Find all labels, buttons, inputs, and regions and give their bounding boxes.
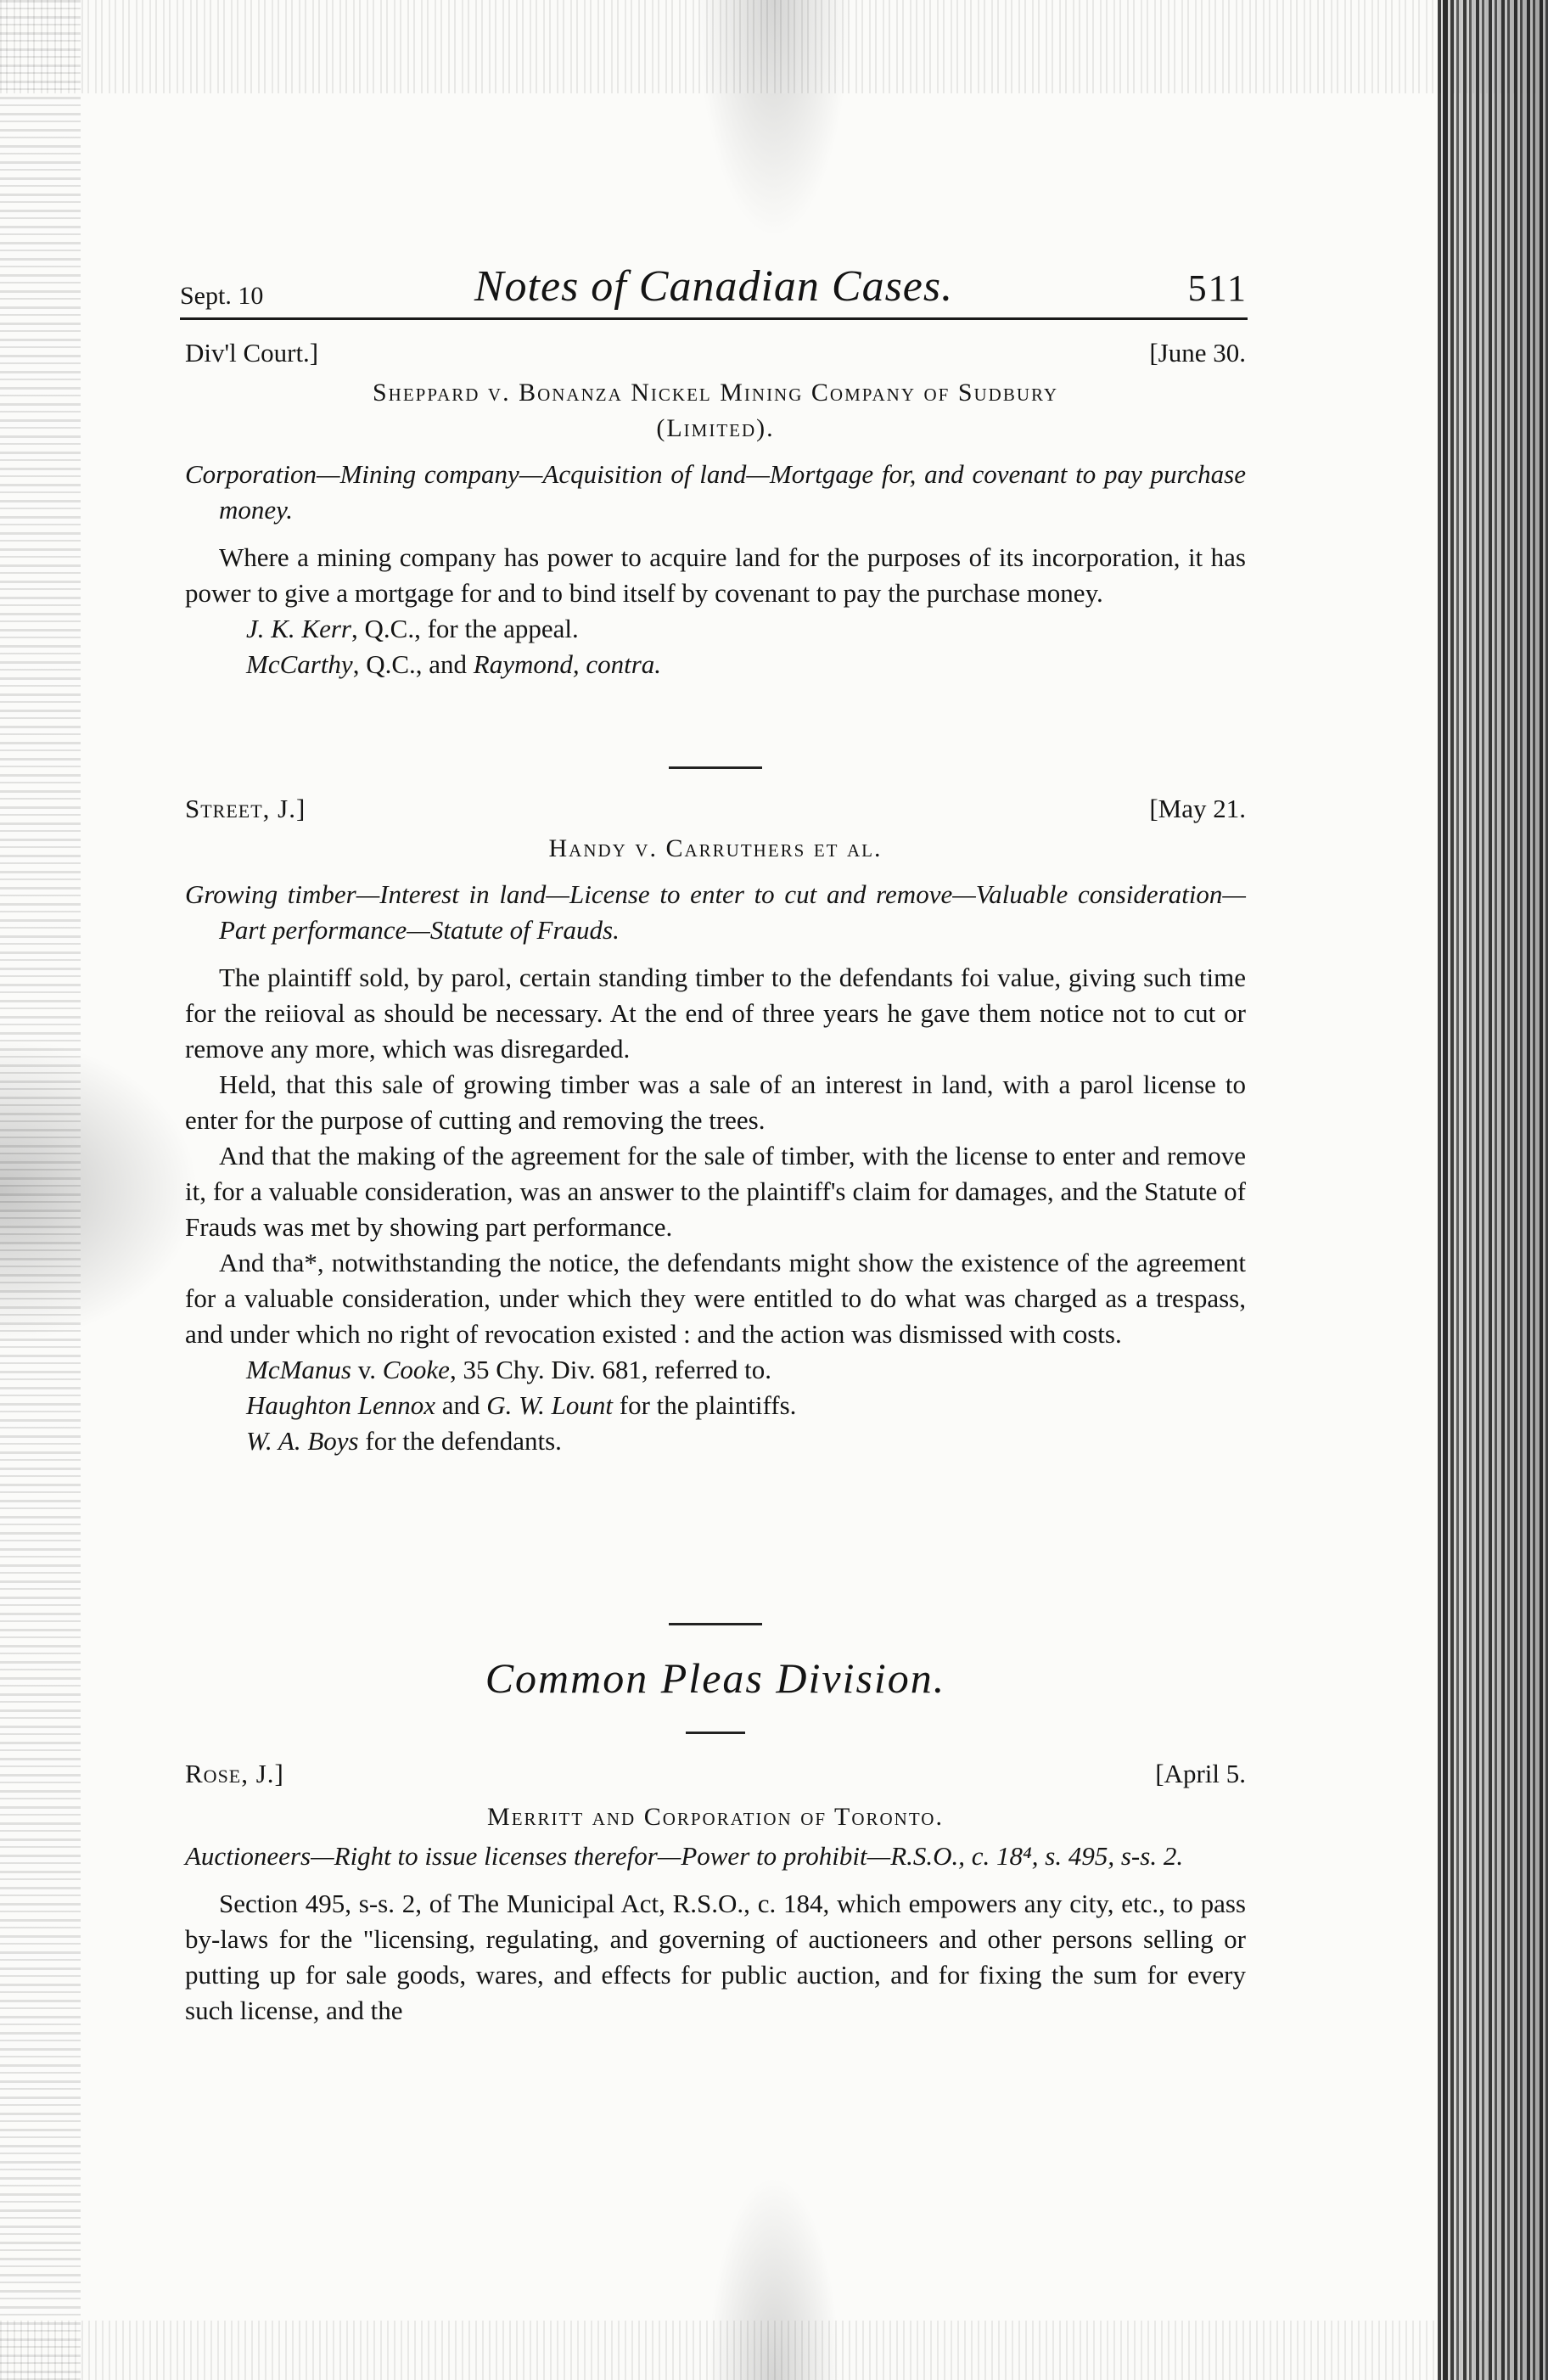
case-court-line xyxy=(185,1759,1246,1796)
case-date: [April 5. xyxy=(1155,1759,1246,1788)
separator-rule xyxy=(669,766,762,769)
case-date: [May 21. xyxy=(1149,794,1246,823)
counsel-line xyxy=(185,1388,1246,1423)
case-sheppard xyxy=(185,338,1246,682)
case-paragraph: The plaintiff sold, by parol, certain standing timber to the defendants foi value, giving such time for the reiioval as should be necessary. At the end of three years he gave them notice not to cut or remove any more, which was disregarded. xyxy=(185,963,1246,1064)
separator xyxy=(185,1732,1246,1734)
counsel-name: Cooke xyxy=(382,1355,450,1384)
counsel-text: v. xyxy=(351,1355,383,1384)
case-paragraph: Section 495, s-s. 2, of The Municipal Act, R.S.O., c. 184, which empowers any city, etc., to pass by-laws for the "licensing, regulating, and governing of auctioneers and other persons selling or putting up for sale goods, wares, and effects for public auction, and for fixing the sum for every such license, and the xyxy=(185,1889,1246,2025)
counsel-name: McManus xyxy=(246,1355,351,1384)
scan-edge-bottom xyxy=(0,2321,1548,2380)
case-court-line xyxy=(185,794,1246,831)
case-paragraph: Where a mining company has power to acquire land for the purposes of its incorporation, it has power to give a mortgage for and to bind itself by covenant to pay the purchase money. xyxy=(185,542,1246,608)
case-court: Rose, J.] xyxy=(185,1759,284,1788)
section-heading-block xyxy=(185,1653,1246,1703)
case-title: Sheppard v. Bonanza Nickel Mining Company of Sudbury xyxy=(372,379,1059,407)
case-merritt xyxy=(185,1759,1246,2029)
separator-rule xyxy=(686,1732,745,1734)
case-court: Street, J.] xyxy=(185,794,306,823)
counsel-name: McCarthy xyxy=(246,649,353,679)
spine-shadow-line xyxy=(1443,0,1448,2380)
counsel-text: , Q.C., and xyxy=(352,649,474,679)
case-court-line xyxy=(185,338,1246,375)
case-headnote: Auctioneers—Right to issue licenses therefor—Power to prohibit—R.S.O., c. 18⁴, s. 495, s-s. 2. xyxy=(185,1841,1184,1871)
case-court: Div'l Court.] xyxy=(185,338,319,368)
counsel-text: for the defendants. xyxy=(358,1426,562,1456)
case-paragraph: And tha*, notwithstanding the notice, the defendants might show the existence of the agreement for a valuable consideration, under which they were entitled to do what was charged as a trespass, and under which no right of revocation existed : and the action was dismissed with costs. xyxy=(185,1248,1246,1349)
separator xyxy=(185,766,1246,769)
case-title-continued: (Limited). xyxy=(656,414,775,442)
counsel-line xyxy=(185,1423,1246,1459)
counsel-text: and xyxy=(435,1390,487,1420)
case-headnote: Corporation—Mining company—Acquisition of land—Mortgage for, and covenant to pay purchase money. xyxy=(185,459,1246,525)
running-head xyxy=(180,255,1248,320)
section-heading: Common Pleas Division. xyxy=(485,1654,946,1702)
scan-edge-top xyxy=(0,0,1548,93)
case-title: Handy v. Carruthers et al. xyxy=(548,834,883,862)
counsel-name: Raymond, contra. xyxy=(473,649,662,679)
case-handy xyxy=(185,794,1246,1459)
counsel-text: for the plaintiffs. xyxy=(613,1390,797,1420)
case-headnote: Growing timber—Interest in land—License to enter to cut and remove—Valuable consideration—Part performance—Statute of Frauds. xyxy=(185,879,1246,945)
counsel-line xyxy=(185,611,1246,647)
case-date: [June 30. xyxy=(1149,338,1246,368)
counsel-text: , 35 Chy. Div. 681, referred to. xyxy=(449,1355,772,1384)
separator xyxy=(185,1623,1246,1625)
case-title: Merritt and Corporation of Toronto. xyxy=(487,1803,944,1831)
counsel-name: J. K. Kerr xyxy=(246,614,351,643)
separator-rule xyxy=(669,1623,762,1625)
running-head-date: Sept. 10 xyxy=(180,282,264,310)
case-paragraph: Held, that this sale of growing timber was a sale of an interest in land, with a parol license to enter for the purpose of cutting and removing the trees. xyxy=(185,1069,1246,1135)
page-number: 511 xyxy=(1187,267,1248,309)
case-paragraph: And that the making of the agreement for the sale of timber, with the license to enter and remove it, for a valuable consideration, was an answer to the plaintiff's claim for damages, and the Statute of Frauds was met by showing part performance. xyxy=(185,1141,1246,1242)
book-spine-edge xyxy=(1438,0,1548,2380)
counsel-name: W. A. Boys xyxy=(246,1426,359,1456)
scan-edge-left xyxy=(0,0,81,2380)
running-head-title: Notes of Canadian Cases. xyxy=(474,262,954,311)
counsel-line xyxy=(185,647,1246,682)
counsel-text: , Q.C., for the appeal. xyxy=(351,614,579,643)
counsel-line xyxy=(185,1352,1246,1388)
counsel-name: G. W. Lount xyxy=(486,1390,613,1420)
counsel-name: Haughton Lennox xyxy=(246,1390,436,1420)
